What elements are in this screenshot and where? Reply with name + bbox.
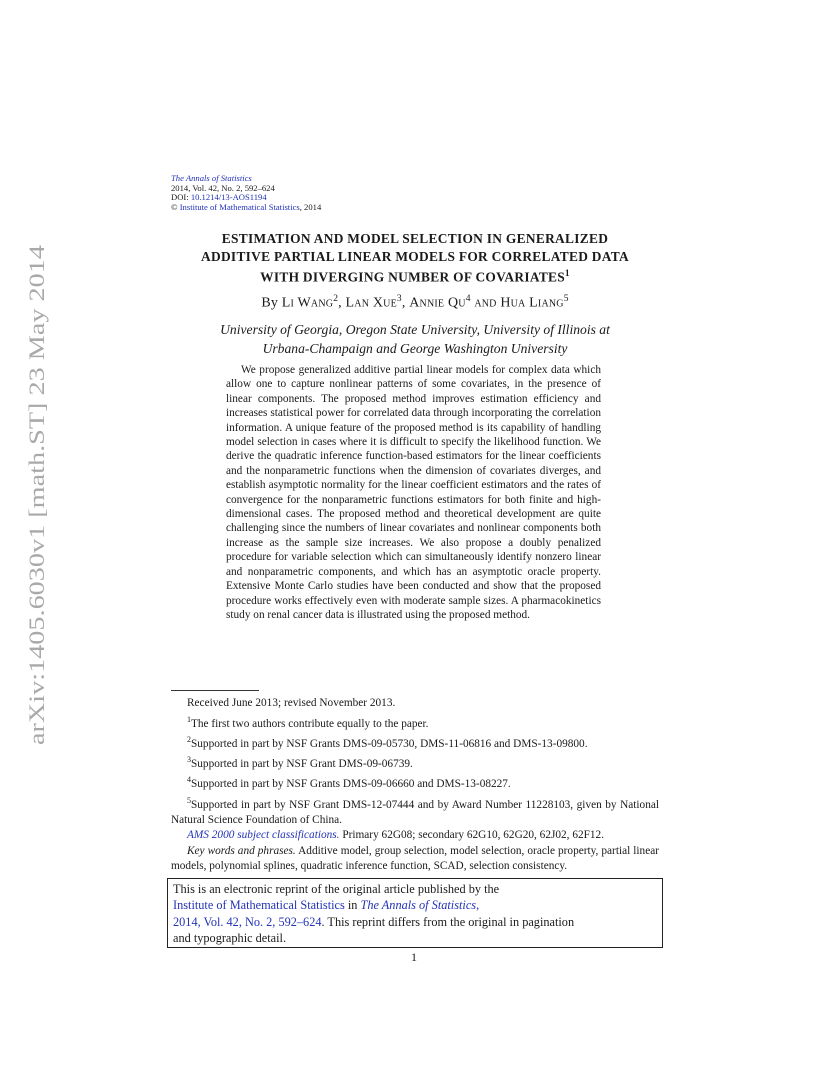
reprint-line-3: 2014, Vol. 42, No. 2, 592–624. This reprint differs from the original in pagination xyxy=(173,914,575,929)
reprint-line-1: This is an electronic reprint of the original article published by the xyxy=(173,882,500,896)
title-line-3: WITH DIVERGING NUMBER OF COVARIATES$^1$ xyxy=(260,268,570,285)
abstract-text: We propose generalized additive partial linear models for complex data which allow one to capture nonlinear patterns of some covariates, in the presence of linear components. The proposed method improves estimation efficiency and increases statistical power for correlated data through incorporating the correlation information. A unique feature of the proposed method is its capability of handling model selection in cases where it is difficult to specify the likelihood function. We derive the quadratic inference function-based estimators for the linear coefficients and the nonparametric functions when the dimension of covariates diverges, and establish asymptotic normality for the linear coefficient estimators and the rates of convergence for the nonparametric functions estimators for both finite and high-dimensional cases. The proposed method and theoretical development are quite challenging since the numbers of linear covariates and nonlinear components both increase as the sample size increases. We also propose a doubly penalized procedure for variable selection which can simultaneously identify nonzero linear and nonparametric components, and which has an asymptotic oracle property. Extensive Monte Carlo studies have been conducted and show that the proposed procedure works effectively even with moderate sample sizes. A pharmacokinetics study on renal cancer data is illustrated using the proposed method. xyxy=(226,364,601,621)
title-line-1: ESTIMATION AND MODEL SELECTION IN GENERALIZED xyxy=(221,231,609,246)
author-name: Annie Qu xyxy=(409,295,466,311)
citation-link[interactable]: 2014, Vol. 42, No. 2, 592–624 xyxy=(173,914,322,929)
reprint-line-2: Institute of Mathematical Statistics in The Annals of Statistics, xyxy=(173,898,480,913)
copyright-line: © Institute of Mathematical Statistics, 2014 xyxy=(171,201,322,212)
title-footnote-mark: 1 xyxy=(565,268,570,279)
paper-title xyxy=(160,230,670,286)
reprint-notice-box xyxy=(167,878,663,948)
footnote-1: $^1$The first two authors contribute equally to the paper. xyxy=(187,714,429,730)
title-line-2: ADDITIVE PARTIAL LINEAR MODELS FOR CORRELATED DATA xyxy=(201,248,629,264)
affiliation-line-1: University of Georgia, Oregon State University, University of Illinois at xyxy=(220,322,610,337)
reprint-line-4: and typographic detail. xyxy=(173,930,287,945)
footnote-3: $^3$Supported in part by NSF Grant DMS-09-06739. xyxy=(187,755,413,770)
publisher-link[interactable]: Institute of Mathematical Statistics xyxy=(173,898,345,913)
footnote-rule xyxy=(171,690,259,691)
page-number: 1 xyxy=(411,950,417,964)
doi-line: DOI: 10.1214/13-AOS1194 xyxy=(171,192,267,203)
ams-classification-link[interactable]: AMS 2000 subject classifications. xyxy=(187,829,340,842)
arxiv-identifier-stamp xyxy=(22,240,50,750)
arxiv-stamp-text: arXiv:1405.6030v1 [math.ST] 23 May 2014 xyxy=(24,346,49,745)
keywords: Key words and phrases. Additive model, group selection, model selection, oracle property, partial linear models, polynomial splines, quadratic inference function, SCAD, selection consistency. xyxy=(171,844,659,873)
affiliation-line-2: Urbana-Champaign and George Washington University xyxy=(262,341,568,356)
footnotes xyxy=(171,696,659,875)
affiliations xyxy=(160,320,670,358)
ims-link[interactable]: Institute of Mathematical Statistics xyxy=(179,201,300,212)
volume-line: 2014, Vol. 42, No. 2, 592–624 xyxy=(171,182,275,193)
footnote-2: $^2$Supported in part by NSF Grants DMS-09-05730, DMS-11-06816 and DMS-13-09800. xyxy=(187,734,588,750)
author-name: Li Wang xyxy=(281,295,334,311)
footnote-4: $^4$Supported in part by NSF Grants DMS-09-06660 and DMS-13-08227. xyxy=(187,775,511,791)
journal-name[interactable]: The Annals of Statistics xyxy=(171,173,252,183)
journal-link[interactable]: The Annals of Statistics xyxy=(360,898,477,913)
ams-classification: AMS 2000 subject classifications. Primary 62G08; secondary 62G10, 62G20, 62J02, 62F12. xyxy=(187,829,605,842)
author-line: By Li Wang$^2$, Lan Xue$^3$, Annie Qu$^4$ and Hua Liang$^5$ xyxy=(261,294,569,311)
received-line: Received June 2013; revised November 2013. xyxy=(187,697,396,709)
author-name: Lan Xue xyxy=(345,295,397,311)
footnote-5: $^5$Supported in part by NSF Grant DMS-12-07444 and by Award Number 11228103, given by National Natural Science Foundation of China. xyxy=(171,795,659,826)
journal-header xyxy=(171,174,321,212)
abstract xyxy=(226,363,601,622)
doi-link[interactable]: 10.1214/13-AOS1194 xyxy=(190,192,267,203)
author-name: Hua Liang xyxy=(500,295,564,311)
